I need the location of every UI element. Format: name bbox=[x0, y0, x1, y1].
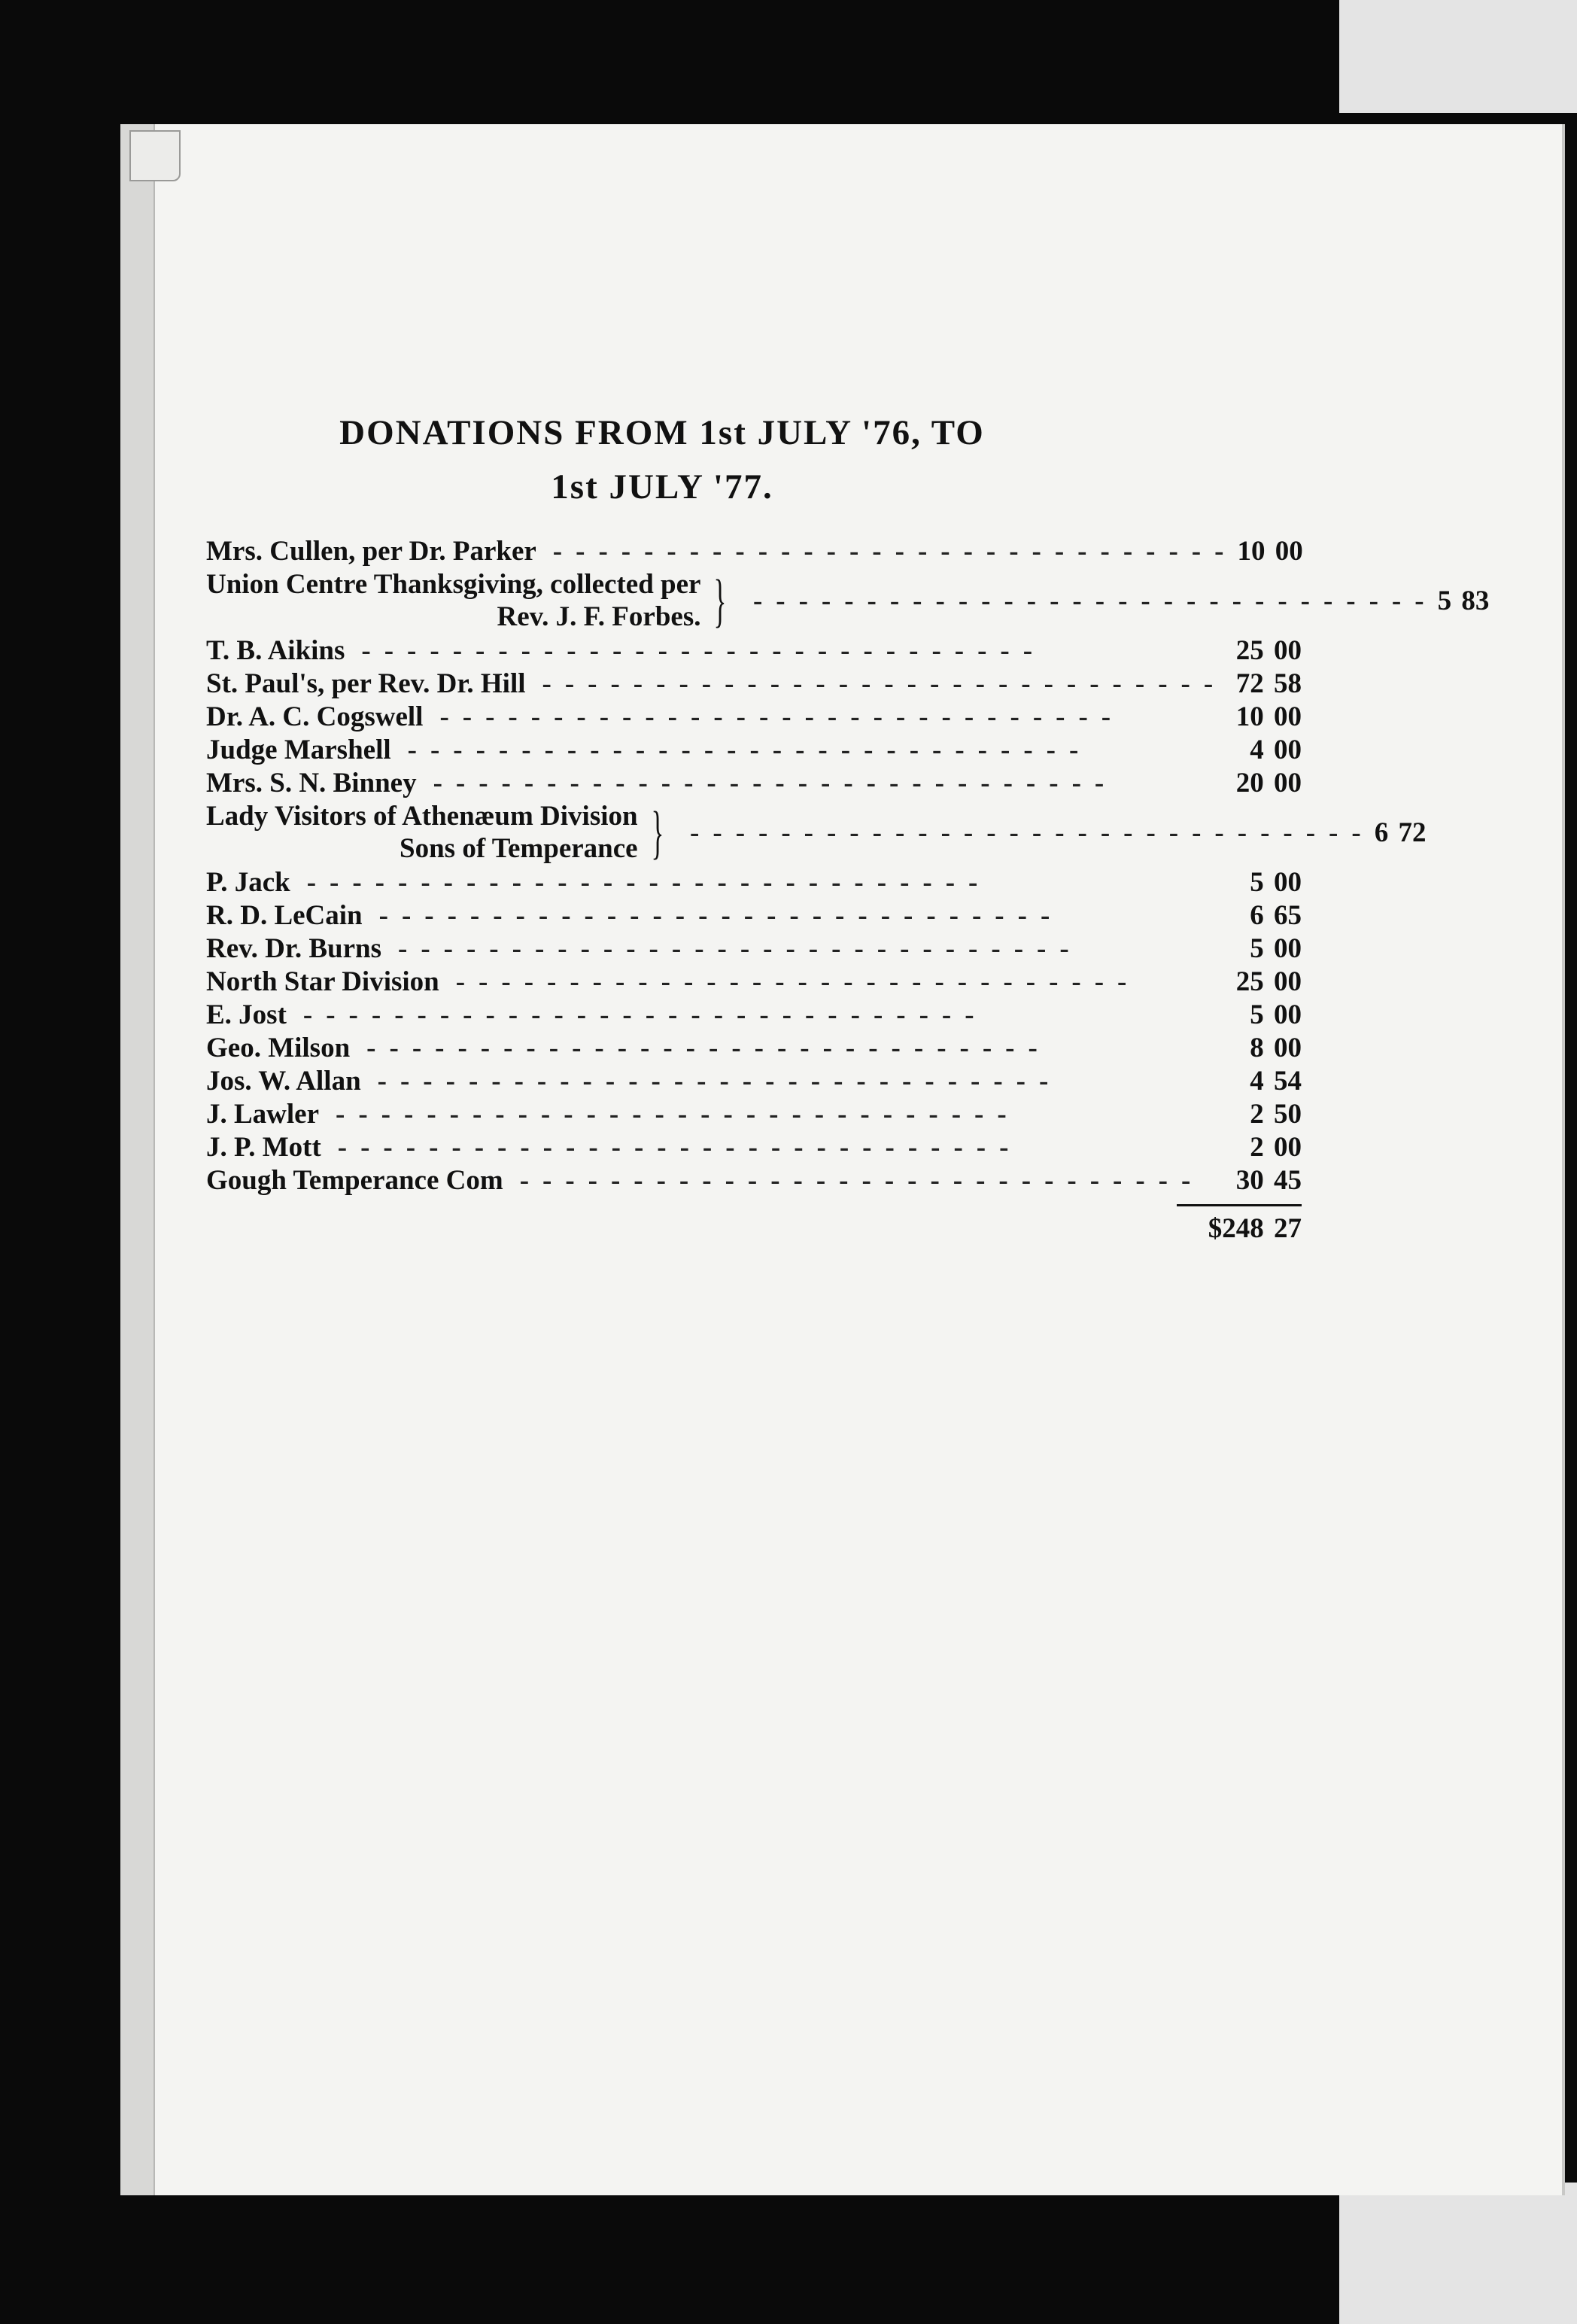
donor-name-line-2: Rev. J. F. Forbes. bbox=[497, 601, 701, 632]
donor-name: Dr. A. C. Cogswell bbox=[206, 701, 424, 732]
page-gutter bbox=[120, 124, 153, 2195]
donor-name: E. Jost bbox=[206, 999, 287, 1030]
donation-amount: 2 00 bbox=[1250, 1131, 1302, 1163]
leader-dots: ------------------------------ bbox=[519, 1164, 1205, 1196]
donor-name: Rev. Dr. Burns bbox=[206, 932, 382, 964]
donation-row bbox=[206, 899, 1302, 932]
donation-row bbox=[206, 766, 1302, 799]
leader-dots: ------------------------------ bbox=[337, 1131, 1022, 1163]
donation-row bbox=[206, 1064, 1302, 1097]
donor-name-line-1: Union Centre Thanksgiving, collected per bbox=[206, 569, 701, 600]
page-right-edge bbox=[1562, 124, 1565, 2195]
leader-dots: ------------------------------ bbox=[752, 585, 1438, 616]
donation-amount: 5 83 bbox=[1437, 585, 1490, 616]
page-gutter-line bbox=[153, 124, 155, 2195]
donor-name: St. Paul's, per Rev. Dr. Hill bbox=[206, 668, 526, 699]
donation-amount: 25 00 bbox=[1235, 634, 1302, 666]
donor-name: Jos. W. Allan bbox=[206, 1065, 361, 1097]
brace-icon: } bbox=[714, 567, 727, 633]
page-subtitle: 1st JULY '77. bbox=[551, 467, 773, 506]
scanner-edge-bottom bbox=[1339, 2183, 1577, 2324]
donor-name bbox=[206, 800, 638, 865]
leader-dots: ------------------------------ bbox=[552, 535, 1238, 567]
donor-name: T. B. Aikins bbox=[206, 634, 345, 666]
leader-dots: ------------------------------ bbox=[377, 1065, 1062, 1097]
donor-name: Gough Temperance Com bbox=[206, 1164, 503, 1196]
donation-amount: 5 00 bbox=[1250, 932, 1302, 964]
donation-row bbox=[206, 534, 1302, 567]
leader-dots: ------------------------------ bbox=[433, 767, 1118, 798]
donation-amount: 72 58 bbox=[1235, 668, 1302, 699]
donation-amount: 8 00 bbox=[1250, 1032, 1302, 1063]
total-amount: $248 27 bbox=[1208, 1212, 1302, 1244]
donor-name: R. D. LeCain bbox=[206, 899, 363, 931]
scanner-edge-top bbox=[1339, 0, 1577, 113]
donation-row bbox=[206, 965, 1302, 998]
donation-amount: 6 72 bbox=[1374, 817, 1427, 848]
leader-dots: ------------------------------ bbox=[690, 817, 1375, 848]
corner-fold bbox=[129, 130, 181, 181]
donation-amount: 6 65 bbox=[1250, 899, 1302, 931]
leader-dots: ------------------------------ bbox=[302, 999, 988, 1030]
leader-dots: ------------------------------ bbox=[361, 634, 1047, 666]
donor-name: North Star Division bbox=[206, 966, 439, 997]
donation-row bbox=[206, 634, 1302, 667]
donor-name: Judge Marshell bbox=[206, 734, 391, 765]
donor-name-line-1: Lady Visitors of Athenæum Division bbox=[206, 801, 638, 832]
donor-name: Geo. Milson bbox=[206, 1032, 351, 1063]
donor-name: Mrs. Cullen, per Dr. Parker bbox=[206, 535, 536, 567]
donation-amount: 25 00 bbox=[1235, 966, 1302, 997]
leader-dots: ------------------------------ bbox=[378, 899, 1064, 931]
donation-amount: 10 00 bbox=[1237, 535, 1303, 567]
donation-amount: 5 00 bbox=[1250, 866, 1302, 898]
donation-amount: 20 00 bbox=[1235, 767, 1302, 798]
donor-name: J. Lawler bbox=[206, 1098, 320, 1130]
donation-amount: 4 54 bbox=[1250, 1065, 1302, 1097]
leader-dots: ------------------------------ bbox=[407, 734, 1092, 765]
leader-dots: ------------------------------ bbox=[398, 932, 1083, 964]
donation-row bbox=[206, 932, 1302, 965]
donor-name-line-2: Sons of Temperance bbox=[400, 833, 638, 864]
donation-row bbox=[206, 998, 1302, 1031]
donation-row bbox=[206, 865, 1302, 899]
brace-icon: } bbox=[651, 799, 664, 865]
leader-dots: ------------------------------ bbox=[455, 966, 1141, 997]
donation-amount: 30 45 bbox=[1235, 1164, 1302, 1196]
leader-dots: ------------------------------ bbox=[439, 701, 1125, 732]
donation-row bbox=[206, 667, 1302, 700]
donor-name: P. Jack bbox=[206, 866, 290, 898]
donation-row bbox=[206, 1130, 1302, 1164]
leader-dots: ------------------------------ bbox=[306, 866, 992, 898]
donation-row bbox=[206, 733, 1302, 766]
total-row bbox=[206, 1206, 1302, 1250]
leader-dots: ------------------------------ bbox=[542, 668, 1227, 699]
donation-row bbox=[206, 567, 1490, 634]
donation-amount: 10 00 bbox=[1235, 701, 1302, 732]
donation-row bbox=[206, 700, 1302, 733]
leader-dots: ------------------------------ bbox=[336, 1098, 1020, 1130]
donation-amount: 5 00 bbox=[1250, 999, 1302, 1030]
donor-name: Mrs. S. N. Binney bbox=[206, 767, 417, 798]
donation-row bbox=[206, 1031, 1302, 1064]
donations-list bbox=[206, 534, 1490, 1250]
leader-dots: ------------------------------ bbox=[366, 1032, 1051, 1063]
donation-row bbox=[206, 1164, 1302, 1197]
donation-amount: 2 50 bbox=[1250, 1098, 1302, 1130]
donor-name: J. P. Mott bbox=[206, 1131, 321, 1163]
donor-name bbox=[206, 568, 700, 633]
donation-row bbox=[206, 799, 1427, 865]
donation-row bbox=[206, 1097, 1302, 1130]
donation-amount: 4 00 bbox=[1250, 734, 1302, 765]
page-title: DONATIONS FROM 1st JULY '76, TO bbox=[339, 413, 985, 452]
